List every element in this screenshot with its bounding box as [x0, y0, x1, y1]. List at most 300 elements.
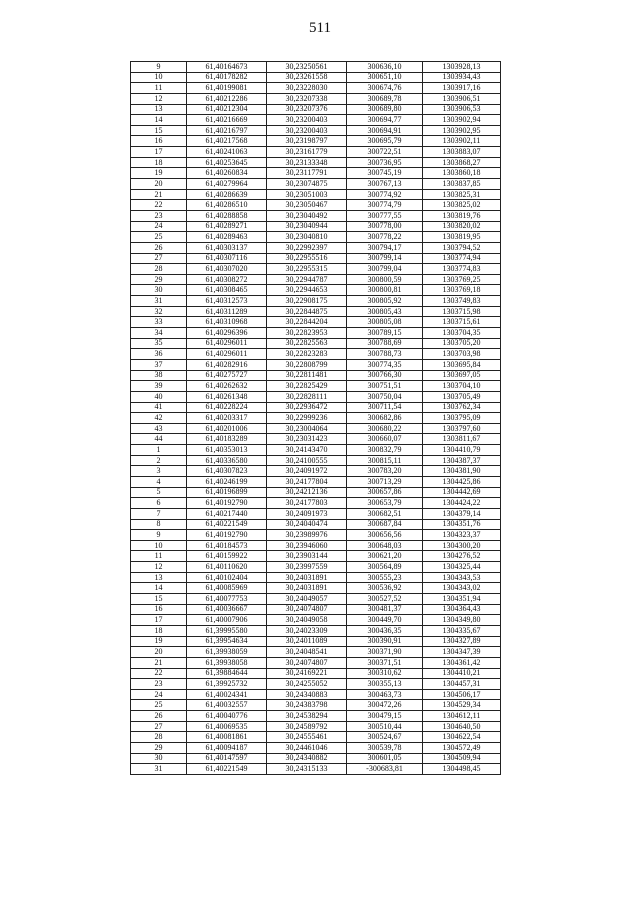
latitude-cell: 61,40289271 [187, 221, 267, 232]
x-coordinate-cell: 300694,77 [347, 115, 423, 126]
point-number-cell: 5 [131, 487, 187, 498]
x-coordinate-cell: 300805,08 [347, 317, 423, 328]
latitude-cell: 61,40303137 [187, 242, 267, 253]
longitude-cell: 30,24023309 [267, 625, 347, 636]
longitude-cell: 30,23117791 [267, 168, 347, 179]
point-number-cell: 28 [131, 264, 187, 275]
x-coordinate-cell: 300713,29 [347, 476, 423, 487]
longitude-cell: 30,24091972 [267, 466, 347, 477]
y-coordinate-cell: 1304410,79 [423, 445, 501, 456]
longitude-cell: 30,24049057 [267, 594, 347, 605]
y-coordinate-cell: 1304361,42 [423, 657, 501, 668]
point-number-cell: 24 [131, 689, 187, 700]
point-number-cell: 12 [131, 562, 187, 573]
longitude-cell: 30,24074807 [267, 657, 347, 668]
latitude-cell: 61,39938058 [187, 657, 267, 668]
point-number-cell: 27 [131, 253, 187, 264]
point-number-cell: 23 [131, 679, 187, 690]
longitude-cell: 30,23074875 [267, 179, 347, 190]
point-number-cell: 19 [131, 168, 187, 179]
point-number-cell: 4 [131, 476, 187, 487]
latitude-cell: 61,40036667 [187, 604, 267, 615]
point-number-cell: 15 [131, 125, 187, 136]
y-coordinate-cell: 1303774,83 [423, 264, 501, 275]
y-coordinate-cell: 1303883,07 [423, 147, 501, 158]
y-coordinate-cell: 1303705,49 [423, 391, 501, 402]
longitude-cell: 30,23903144 [267, 551, 347, 562]
longitude-cell: 30,24177803 [267, 498, 347, 509]
longitude-cell: 30,24340882 [267, 753, 347, 764]
point-number-cell: 29 [131, 743, 187, 754]
point-number-cell: 12 [131, 93, 187, 104]
y-coordinate-cell: 1304622,54 [423, 732, 501, 743]
y-coordinate-cell: 1303795,09 [423, 413, 501, 424]
x-coordinate-cell: -300683,81 [347, 764, 423, 775]
table-row [131, 381, 501, 392]
longitude-cell: 30,22825563 [267, 338, 347, 349]
table-row [131, 668, 501, 679]
table-row [131, 636, 501, 647]
y-coordinate-cell: 1303749,83 [423, 296, 501, 307]
latitude-cell: 61,40024341 [187, 689, 267, 700]
table-row [131, 413, 501, 424]
x-coordinate-cell: 300751,51 [347, 381, 423, 392]
table-row [131, 136, 501, 147]
x-coordinate-cell: 300778,22 [347, 232, 423, 243]
point-number-cell: 14 [131, 115, 187, 126]
table-row [131, 498, 501, 509]
longitude-cell: 30,24212136 [267, 487, 347, 498]
x-coordinate-cell: 300794,17 [347, 242, 423, 253]
x-coordinate-cell: 300355,13 [347, 679, 423, 690]
table-row [131, 338, 501, 349]
longitude-cell: 30,23989976 [267, 530, 347, 541]
longitude-cell: 30,23200403 [267, 125, 347, 136]
y-coordinate-cell: 1303715,98 [423, 306, 501, 317]
latitude-cell: 61,40212286 [187, 93, 267, 104]
latitude-cell: 61,39938059 [187, 647, 267, 658]
table-row [131, 115, 501, 126]
y-coordinate-cell: 1303934,43 [423, 72, 501, 83]
longitude-cell: 30,23228030 [267, 83, 347, 94]
latitude-cell: 61,40069535 [187, 721, 267, 732]
table-row [131, 210, 501, 221]
longitude-cell: 30,24031891 [267, 572, 347, 583]
y-coordinate-cell: 1303917,16 [423, 83, 501, 94]
longitude-cell: 30,24538294 [267, 711, 347, 722]
x-coordinate-cell: 300789,15 [347, 328, 423, 339]
longitude-cell: 30,22825429 [267, 381, 347, 392]
longitude-cell: 30,22828111 [267, 391, 347, 402]
table-row [131, 179, 501, 190]
x-coordinate-cell: 300778,00 [347, 221, 423, 232]
x-coordinate-cell: 300767,13 [347, 179, 423, 190]
latitude-cell: 61,40077753 [187, 594, 267, 605]
y-coordinate-cell: 1303860,18 [423, 168, 501, 179]
point-number-cell: 30 [131, 753, 187, 764]
latitude-cell: 61,40289463 [187, 232, 267, 243]
page-number: 511 [309, 20, 331, 36]
y-coordinate-cell: 1304351,76 [423, 519, 501, 530]
point-number-cell: 20 [131, 179, 187, 190]
point-number-cell: 29 [131, 274, 187, 285]
table-row [131, 391, 501, 402]
longitude-cell: 30,24048541 [267, 647, 347, 658]
table-row [131, 125, 501, 136]
y-coordinate-cell: 1303703,98 [423, 349, 501, 360]
latitude-cell: 61,40164673 [187, 62, 267, 73]
table-row [131, 328, 501, 339]
latitude-cell: 61,40094187 [187, 743, 267, 754]
latitude-cell: 61,40192790 [187, 530, 267, 541]
point-number-cell: 13 [131, 104, 187, 115]
latitude-cell: 61,40212304 [187, 104, 267, 115]
latitude-cell: 61,39954634 [187, 636, 267, 647]
latitude-cell: 61,40040776 [187, 711, 267, 722]
y-coordinate-cell: 1304387,37 [423, 455, 501, 466]
y-coordinate-cell: 1303769,18 [423, 285, 501, 296]
table-row [131, 519, 501, 530]
x-coordinate-cell: 300555,23 [347, 572, 423, 583]
y-coordinate-cell: 1304424,22 [423, 498, 501, 509]
longitude-cell: 30,24074807 [267, 604, 347, 615]
longitude-cell: 30,22955315 [267, 264, 347, 275]
latitude-cell: 61,40307020 [187, 264, 267, 275]
longitude-cell: 30,22992397 [267, 242, 347, 253]
latitude-cell: 61,40221549 [187, 519, 267, 530]
x-coordinate-cell: 300510,44 [347, 721, 423, 732]
longitude-cell: 30,24177804 [267, 476, 347, 487]
table-row [131, 732, 501, 743]
table-row [131, 625, 501, 636]
point-number-cell: 2 [131, 455, 187, 466]
table-row [131, 466, 501, 477]
y-coordinate-cell: 1303769,25 [423, 274, 501, 285]
point-number-cell: 35 [131, 338, 187, 349]
point-number-cell: 16 [131, 136, 187, 147]
longitude-cell: 30,24340883 [267, 689, 347, 700]
longitude-cell: 30,24255052 [267, 679, 347, 690]
x-coordinate-cell: 300527,52 [347, 594, 423, 605]
y-coordinate-cell: 1303902,94 [423, 115, 501, 126]
longitude-cell: 30,24011089 [267, 636, 347, 647]
table-row [131, 753, 501, 764]
latitude-cell: 61,40196899 [187, 487, 267, 498]
x-coordinate-cell: 300805,43 [347, 306, 423, 317]
latitude-cell: 61,40147597 [187, 753, 267, 764]
longitude-cell: 30,24383798 [267, 700, 347, 711]
latitude-cell: 61,40032557 [187, 700, 267, 711]
table-row [131, 285, 501, 296]
x-coordinate-cell: 300657,86 [347, 487, 423, 498]
latitude-cell: 61,40184573 [187, 540, 267, 551]
longitude-cell: 30,22811481 [267, 370, 347, 381]
y-coordinate-cell: 1304343,53 [423, 572, 501, 583]
y-coordinate-cell: 1304572,49 [423, 743, 501, 754]
point-number-cell: 18 [131, 625, 187, 636]
longitude-cell: 30,23946060 [267, 540, 347, 551]
point-number-cell: 6 [131, 498, 187, 509]
table-row [131, 306, 501, 317]
point-number-cell: 28 [131, 732, 187, 743]
y-coordinate-cell: 1303906,51 [423, 93, 501, 104]
table-row [131, 72, 501, 83]
y-coordinate-cell: 1303797,60 [423, 423, 501, 434]
latitude-cell: 61,40203317 [187, 413, 267, 424]
longitude-cell: 30,23161779 [267, 147, 347, 158]
longitude-cell: 30,23051003 [267, 189, 347, 200]
y-coordinate-cell: 1304335,67 [423, 625, 501, 636]
point-number-cell: 26 [131, 242, 187, 253]
table-row [131, 296, 501, 307]
y-coordinate-cell: 1303704,35 [423, 328, 501, 339]
y-coordinate-cell: 1303819,76 [423, 210, 501, 221]
longitude-cell: 30,23004064 [267, 423, 347, 434]
longitude-cell: 30,23198797 [267, 136, 347, 147]
point-number-cell: 25 [131, 232, 187, 243]
x-coordinate-cell: 300689,78 [347, 93, 423, 104]
longitude-cell: 30,22936472 [267, 402, 347, 413]
y-coordinate-cell: 1303704,10 [423, 381, 501, 392]
x-coordinate-cell: 300463,73 [347, 689, 423, 700]
longitude-cell: 30,23250561 [267, 62, 347, 73]
table-row [131, 583, 501, 594]
x-coordinate-cell: 300774,79 [347, 200, 423, 211]
x-coordinate-cell: 300653,79 [347, 498, 423, 509]
point-number-cell: 11 [131, 551, 187, 562]
latitude-cell: 61,40312573 [187, 296, 267, 307]
longitude-cell: 30,22955516 [267, 253, 347, 264]
y-coordinate-cell: 1303794,52 [423, 242, 501, 253]
latitude-cell: 61,40286510 [187, 200, 267, 211]
point-number-cell: 16 [131, 604, 187, 615]
table-row [131, 423, 501, 434]
table-row [131, 157, 501, 168]
longitude-cell: 30,22999236 [267, 413, 347, 424]
point-number-cell: 43 [131, 423, 187, 434]
x-coordinate-cell: 300799,04 [347, 264, 423, 275]
x-coordinate-cell: 300648,03 [347, 540, 423, 551]
x-coordinate-cell: 300390,91 [347, 636, 423, 647]
x-coordinate-cell: 300539,78 [347, 743, 423, 754]
longitude-cell: 30,22944787 [267, 274, 347, 285]
point-number-cell: 30 [131, 285, 187, 296]
latitude-cell: 61,40216797 [187, 125, 267, 136]
x-coordinate-cell: 300774,35 [347, 359, 423, 370]
latitude-cell: 61,40217568 [187, 136, 267, 147]
point-number-cell: 9 [131, 530, 187, 541]
table-row [131, 508, 501, 519]
table-row [131, 189, 501, 200]
table-row [131, 455, 501, 466]
point-number-cell: 19 [131, 636, 187, 647]
point-number-cell: 24 [131, 221, 187, 232]
latitude-cell: 61,40102404 [187, 572, 267, 583]
table-row [131, 551, 501, 562]
x-coordinate-cell: 300536,92 [347, 583, 423, 594]
latitude-cell: 61,40253645 [187, 157, 267, 168]
point-number-cell: 31 [131, 296, 187, 307]
y-coordinate-cell: 1304457,31 [423, 679, 501, 690]
latitude-cell: 61,40217440 [187, 508, 267, 519]
x-coordinate-cell: 300682,86 [347, 413, 423, 424]
table-row [131, 647, 501, 658]
y-coordinate-cell: 1303928,13 [423, 62, 501, 73]
y-coordinate-cell: 1304425,86 [423, 476, 501, 487]
y-coordinate-cell: 1303715,61 [423, 317, 501, 328]
x-coordinate-cell: 300680,22 [347, 423, 423, 434]
point-number-cell: 3 [131, 466, 187, 477]
y-coordinate-cell: 1304349,80 [423, 615, 501, 626]
point-number-cell: 38 [131, 370, 187, 381]
longitude-cell: 30,24461046 [267, 743, 347, 754]
longitude-cell: 30,24555461 [267, 732, 347, 743]
y-coordinate-cell: 1304498,45 [423, 764, 501, 775]
point-number-cell: 15 [131, 594, 187, 605]
table-row [131, 147, 501, 158]
y-coordinate-cell: 1303811,67 [423, 434, 501, 445]
x-coordinate-cell: 300601,05 [347, 753, 423, 764]
longitude-cell: 30,23261558 [267, 72, 347, 83]
y-coordinate-cell: 1303906,53 [423, 104, 501, 115]
x-coordinate-cell: 300722,51 [347, 147, 423, 158]
y-coordinate-cell: 1304529,34 [423, 700, 501, 711]
longitude-cell: 30,24143470 [267, 445, 347, 456]
table-row [131, 711, 501, 722]
x-coordinate-cell: 300636,10 [347, 62, 423, 73]
y-coordinate-cell: 1304364,43 [423, 604, 501, 615]
x-coordinate-cell: 300736,95 [347, 157, 423, 168]
latitude-cell: 61,40201006 [187, 423, 267, 434]
x-coordinate-cell: 300800,59 [347, 274, 423, 285]
point-number-cell: 26 [131, 711, 187, 722]
y-coordinate-cell: 1303695,84 [423, 359, 501, 370]
latitude-cell: 61,40336580 [187, 455, 267, 466]
latitude-cell: 61,40260834 [187, 168, 267, 179]
y-coordinate-cell: 1304323,37 [423, 530, 501, 541]
longitude-cell: 30,23031423 [267, 434, 347, 445]
latitude-cell: 61,40310968 [187, 317, 267, 328]
table-row [131, 700, 501, 711]
longitude-cell: 30,24169221 [267, 668, 347, 679]
point-number-cell: 36 [131, 349, 187, 360]
x-coordinate-cell: 300687,84 [347, 519, 423, 530]
latitude-cell: 61,40192790 [187, 498, 267, 509]
longitude-cell: 30,24031891 [267, 583, 347, 594]
point-number-cell: 8 [131, 519, 187, 530]
point-number-cell: 40 [131, 391, 187, 402]
y-coordinate-cell: 1304325,44 [423, 562, 501, 573]
x-coordinate-cell: 300481,37 [347, 604, 423, 615]
table-row [131, 62, 501, 73]
x-coordinate-cell: 300788,69 [347, 338, 423, 349]
latitude-cell: 61,40296396 [187, 328, 267, 339]
latitude-cell: 61,39925732 [187, 679, 267, 690]
latitude-cell: 61,40296011 [187, 338, 267, 349]
latitude-cell: 61,40275727 [187, 370, 267, 381]
y-coordinate-cell: 1303868,27 [423, 157, 501, 168]
point-number-cell: 7 [131, 508, 187, 519]
table-row [131, 93, 501, 104]
point-number-cell: 37 [131, 359, 187, 370]
table-row [131, 317, 501, 328]
x-coordinate-cell: 300711,54 [347, 402, 423, 413]
latitude-cell: 61,40085969 [187, 583, 267, 594]
table-row [131, 572, 501, 583]
y-coordinate-cell: 1303819,95 [423, 232, 501, 243]
x-coordinate-cell: 300799,14 [347, 253, 423, 264]
longitude-cell: 30,22823283 [267, 349, 347, 360]
y-coordinate-cell: 1303902,95 [423, 125, 501, 136]
latitude-cell: 61,40241063 [187, 147, 267, 158]
table-row [131, 253, 501, 264]
x-coordinate-cell: 300621,20 [347, 551, 423, 562]
latitude-cell: 61,40307823 [187, 466, 267, 477]
y-coordinate-cell: 1303902,11 [423, 136, 501, 147]
x-coordinate-cell: 300436,35 [347, 625, 423, 636]
table-row [131, 349, 501, 360]
table-row [131, 264, 501, 275]
table-row [131, 434, 501, 445]
point-number-cell: 42 [131, 413, 187, 424]
latitude-cell: 61,40307116 [187, 253, 267, 264]
latitude-cell: 61,40007906 [187, 615, 267, 626]
point-number-cell: 34 [131, 328, 187, 339]
point-number-cell: 21 [131, 657, 187, 668]
x-coordinate-cell: 300449,70 [347, 615, 423, 626]
point-number-cell: 13 [131, 572, 187, 583]
longitude-cell: 30,24049058 [267, 615, 347, 626]
longitude-cell: 30,23050467 [267, 200, 347, 211]
y-coordinate-cell: 1304327,89 [423, 636, 501, 647]
x-coordinate-cell: 300766,30 [347, 370, 423, 381]
point-number-cell: 31 [131, 764, 187, 775]
x-coordinate-cell: 300682,51 [347, 508, 423, 519]
y-coordinate-cell: 1304410,21 [423, 668, 501, 679]
x-coordinate-cell: 300783,20 [347, 466, 423, 477]
y-coordinate-cell: 1304343,02 [423, 583, 501, 594]
latitude-cell: 61,40286639 [187, 189, 267, 200]
point-number-cell: 17 [131, 147, 187, 158]
point-number-cell: 22 [131, 668, 187, 679]
latitude-cell: 61,40178282 [187, 72, 267, 83]
latitude-cell: 61,40261348 [187, 391, 267, 402]
table-row [131, 83, 501, 94]
coordinates-table [130, 61, 501, 775]
x-coordinate-cell: 300695,79 [347, 136, 423, 147]
table-row [131, 540, 501, 551]
longitude-cell: 30,24091973 [267, 508, 347, 519]
x-coordinate-cell: 300689,80 [347, 104, 423, 115]
table-row [131, 359, 501, 370]
latitude-cell: 61,40199081 [187, 83, 267, 94]
longitude-cell: 30,23040944 [267, 221, 347, 232]
y-coordinate-cell: 1303825,02 [423, 200, 501, 211]
y-coordinate-cell: 1303774,94 [423, 253, 501, 264]
latitude-cell: 61,40216669 [187, 115, 267, 126]
table-row [131, 743, 501, 754]
table-row [131, 721, 501, 732]
x-coordinate-cell: 300745,19 [347, 168, 423, 179]
point-number-cell: 32 [131, 306, 187, 317]
longitude-cell: 30,23997559 [267, 562, 347, 573]
y-coordinate-cell: 1303697,05 [423, 370, 501, 381]
latitude-cell: 61,40353013 [187, 445, 267, 456]
x-coordinate-cell: 300774,92 [347, 189, 423, 200]
longitude-cell: 30,22844875 [267, 306, 347, 317]
y-coordinate-cell: 1303705,20 [423, 338, 501, 349]
longitude-cell: 30,23207338 [267, 93, 347, 104]
